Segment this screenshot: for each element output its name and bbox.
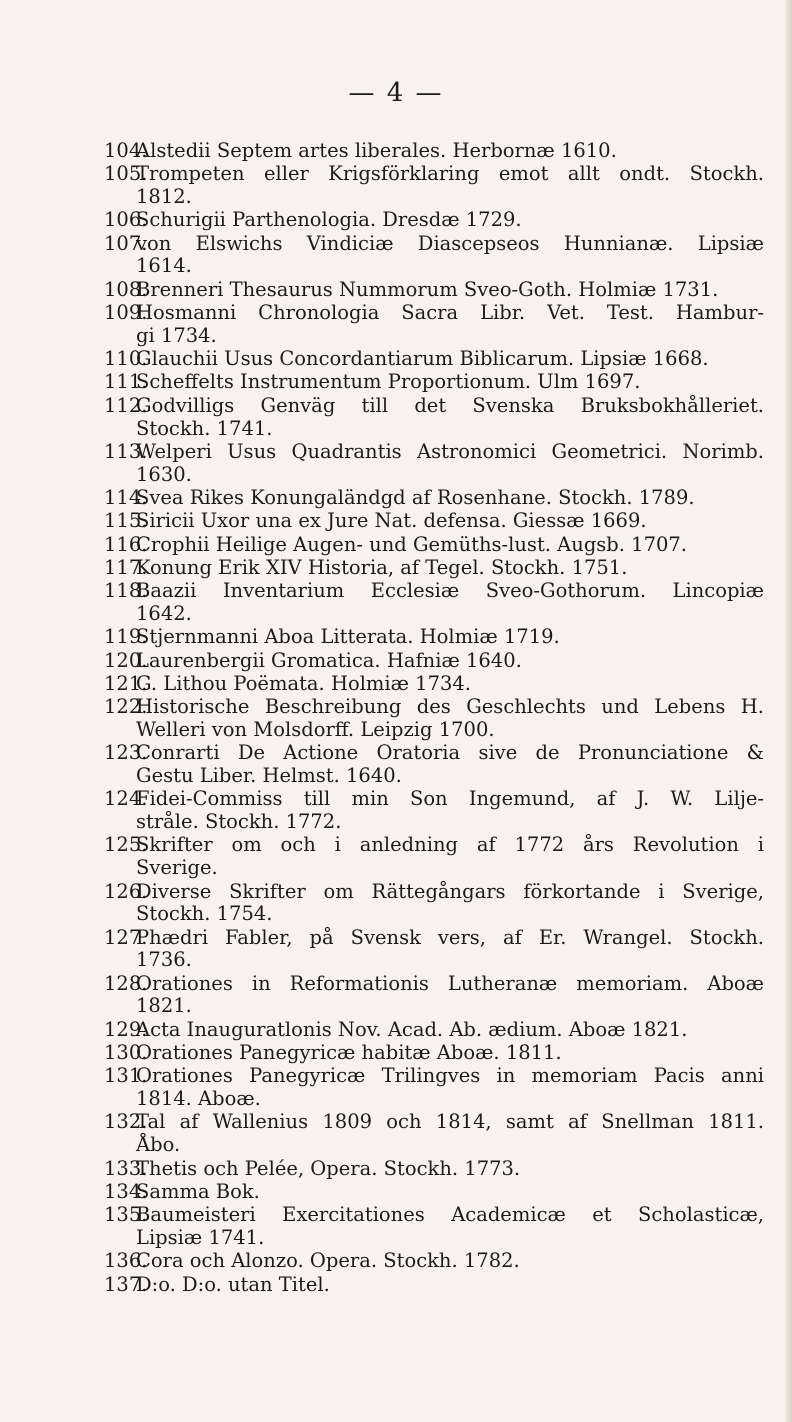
entry-text: [136, 302, 764, 348]
entry-line: 1814. Aboæ.: [136, 1087, 261, 1111]
entry-number: 131.: [104, 1064, 148, 1088]
entry-line: Skrifter om och i anledning af 1772 års Revolution i: [136, 833, 764, 857]
entry-number: 118.: [104, 579, 148, 603]
entry-number: 124.: [104, 787, 148, 811]
catalog-entry: [104, 881, 764, 927]
entry-number: 132.: [104, 1110, 148, 1134]
entry-number: 126.: [104, 879, 148, 903]
entry-line: D:o. D:o. utan Titel.: [136, 1272, 330, 1296]
entry-text: [136, 1158, 764, 1181]
entry-number: 122.: [104, 695, 148, 719]
entry-line: Orationes Panegyricæ habitæ Aboæ. 1811.: [136, 1041, 562, 1065]
entry-text: [136, 487, 764, 510]
entry-line: Baumeisteri Exercitationes Academicæ et Scholasticæ,: [136, 1203, 764, 1227]
catalog-entry: [104, 163, 764, 209]
catalog-entry: [104, 788, 764, 834]
entry-number: 104.: [104, 139, 148, 162]
catalog-entry: [104, 1065, 764, 1111]
entry-line: Crophii Heilige Augen- und Gemüths-lust. Augsb. 1707.: [136, 532, 688, 556]
entry-number: 116.: [104, 532, 148, 556]
entry-number: 113.: [104, 439, 148, 463]
entry-number: 120.: [104, 648, 148, 672]
entry-text: [136, 881, 764, 927]
entry-line: Acta Inauguratlonis Nov. Acad. Ab. ædium. Aboæ 1821.: [136, 1017, 688, 1041]
entry-line: Welperi Usus Quadrantis Astronomici Geometrici. Norimb.: [136, 439, 764, 463]
entry-number: 107.: [104, 231, 148, 255]
entry-text: [136, 834, 764, 880]
catalog-entry: [104, 973, 764, 1019]
catalog-entry: [104, 395, 764, 441]
catalog-entry: [104, 1181, 764, 1204]
catalog-entry: [104, 140, 764, 163]
catalog-entry: [104, 1019, 764, 1042]
entry-line: Alstedii Septem artes liberales. Herbornæ 1610.: [136, 139, 617, 162]
entry-line: Thetis och Pelée, Opera. Stockh. 1773.: [136, 1156, 521, 1180]
entry-line: Diverse Skrifter om Rättegångars förkortande i Sverige,: [136, 879, 764, 903]
catalog-entry: [104, 1204, 764, 1250]
entry-text: [136, 1111, 764, 1157]
entry-line: 1642.: [136, 601, 192, 625]
entry-number: 123.: [104, 741, 148, 765]
entry-line: Godvilligs Genväg till det Svenska Bruksbokhålleriet.: [136, 393, 764, 417]
entry-line: Lipsiæ 1741.: [136, 1225, 265, 1249]
entry-line: Konung Erik XIV Historia, af Tegel. Stockh. 1751.: [136, 555, 628, 579]
page-number: — 4 —: [348, 78, 444, 108]
entry-text: [136, 557, 764, 580]
entry-text: [136, 650, 764, 673]
entry-text: [136, 441, 764, 487]
entry-text: [136, 1019, 764, 1042]
catalog-entry: [104, 742, 764, 788]
catalog-entry: [104, 534, 764, 557]
catalog-entry: [104, 302, 764, 348]
entry-number: 130.: [104, 1041, 148, 1065]
entry-line: stråle. Stockh. 1772.: [136, 810, 342, 834]
entry-text: [136, 788, 764, 834]
catalog-entry: [104, 209, 764, 232]
catalog-entry: [104, 696, 764, 742]
entry-line: Tal af Wallenius 1809 och 1814, samt af Snellman 1811.: [136, 1110, 764, 1134]
entry-line: Welleri von Molsdorff. Leipzig 1700.: [136, 717, 495, 741]
entry-number: 114.: [104, 485, 148, 509]
entry-line: Laurenbergii Gromatica. Hafniæ 1640.: [136, 648, 522, 672]
entry-line: Phædri Fabler, på Svensk vers, af Er. Wrangel. Stockh.: [136, 925, 764, 949]
entry-line: gi 1734.: [136, 323, 217, 347]
entry-line: Brenneri Thesaurus Nummorum Sveo-Goth. Holmiæ 1731.: [136, 277, 719, 301]
entry-number: 129.: [104, 1017, 148, 1041]
entry-line: Stjernmanni Aboa Litterata. Holmiæ 1719.: [136, 625, 560, 649]
entry-line: Orationes Panegyricæ Trilingves in memoriam Pacis anni: [136, 1064, 764, 1088]
entry-line: Historische Beschreibung des Geschlechts und Lebens H.: [136, 695, 764, 719]
catalog-entry: [104, 650, 764, 673]
catalog-entry: [104, 1042, 764, 1065]
entry-number: 127.: [104, 925, 148, 949]
entry-number: 109.: [104, 301, 148, 325]
entry-text: [136, 1204, 764, 1250]
entry-line: Baazii Inventarium Ecclesiæ Sveo-Gothorum. Lincopiæ: [136, 579, 764, 603]
entry-number: 119.: [104, 625, 148, 649]
entry-line: 1630.: [136, 462, 192, 486]
entry-text: [136, 163, 764, 209]
entry-number: 117.: [104, 555, 148, 579]
entry-number: 115.: [104, 509, 148, 533]
catalog-entry: [104, 348, 764, 371]
catalog-entry: [104, 441, 764, 487]
entry-line: Sverige.: [136, 856, 218, 880]
entry-line: Siricii Uxor una ex Jure Nat. defensa. Giessæ 1669.: [136, 509, 647, 533]
catalog-entry: [104, 1274, 764, 1297]
entry-text: [136, 510, 764, 533]
entry-line: 1821.: [136, 994, 192, 1018]
entry-text: [136, 209, 764, 232]
entry-number: 137.: [104, 1272, 148, 1296]
entry-line: Orationes in Reformationis Lutheranæ memoriam. Aboæ: [136, 971, 764, 995]
entry-number: 135.: [104, 1203, 148, 1227]
page-edge: [786, 0, 792, 1422]
entry-number: 134.: [104, 1179, 148, 1203]
entry-line: 1736.: [136, 948, 192, 972]
entry-text: [136, 1181, 764, 1204]
catalog-entry: [104, 1158, 764, 1181]
catalog-entry: [104, 510, 764, 533]
entry-line: Trompeten eller Krigsförklaring emot allt ondt. Stockh.: [136, 162, 764, 186]
catalog-entry: [104, 834, 764, 880]
entry-number: 108.: [104, 277, 148, 301]
entry-text: [136, 580, 764, 626]
entry-number: 128.: [104, 971, 148, 995]
entry-text: [136, 1274, 764, 1297]
catalog-entry: [104, 927, 764, 973]
entry-line: G. Lithou Poëmata. Holmiæ 1734.: [136, 671, 472, 695]
catalog-entry: [104, 626, 764, 649]
entry-line: Fidei-Commiss till min Son Ingemund, af J. W. Lilje-: [136, 787, 764, 811]
entry-line: Åbo.: [136, 1133, 181, 1157]
catalog-entry: [104, 233, 764, 279]
entry-text: [136, 1065, 764, 1111]
entry-text: [136, 927, 764, 973]
entry-line: Cora och Alonzo. Opera. Stockh. 1782.: [136, 1249, 520, 1273]
entry-line: Scheffelts Instrumentum Proportionum. Ulm 1697.: [136, 370, 641, 394]
entry-text: [136, 973, 764, 1019]
catalog-entry: [104, 487, 764, 510]
catalog-entry: [104, 580, 764, 626]
entry-text: [136, 696, 764, 742]
entry-line: Hosmanni Chronologia Sacra Libr. Vet. Test. Hambur-: [136, 301, 764, 325]
entry-text: [136, 348, 764, 371]
entry-text: [136, 371, 764, 394]
catalog-entry: [104, 673, 764, 696]
catalog-entry: [104, 371, 764, 394]
catalog-entry: [104, 1250, 764, 1273]
entry-line: 1812.: [136, 185, 192, 209]
entry-text: [136, 395, 764, 441]
entry-text: [136, 1250, 764, 1273]
entry-line: 1614.: [136, 254, 192, 278]
entry-line: Stockh. 1754.: [136, 902, 273, 926]
entry-text: [136, 626, 764, 649]
entry-text: [136, 233, 764, 279]
entry-text: [136, 140, 764, 163]
entry-text: [136, 673, 764, 696]
entry-number: 136.: [104, 1249, 148, 1273]
catalog-entry: [104, 1111, 764, 1157]
entry-line: Schurigii Parthenologia. Dresdæ 1729.: [136, 208, 522, 232]
entry-number: 111.: [104, 370, 148, 394]
catalog-entry: [104, 279, 764, 302]
entry-text: [136, 279, 764, 302]
entry-number: 112.: [104, 393, 148, 417]
entry-number: 125.: [104, 833, 148, 857]
entry-line: Svea Rikes Konungaländgd af Rosenhane. Stockh. 1789.: [136, 485, 695, 509]
entry-number: 110.: [104, 347, 148, 371]
entry-line: Gestu Liber. Helmst. 1640.: [136, 764, 402, 788]
catalog-entry-list: [104, 140, 764, 1297]
entry-number: 133.: [104, 1156, 148, 1180]
entry-line: von Elswichs Vindiciæ Diascepseos Hunnianæ. Lipsiæ: [136, 231, 764, 255]
entry-text: [136, 1042, 764, 1065]
entry-line: Stockh. 1741.: [136, 416, 273, 440]
catalog-entry: [104, 557, 764, 580]
entry-number: 106.: [104, 208, 148, 232]
entry-number: 121.: [104, 671, 148, 695]
entry-line: Conrarti De Actione Oratoria sive de Pronunciatione &: [136, 741, 764, 765]
entry-text: [136, 742, 764, 788]
entry-line: Glauchii Usus Concordantiarum Biblicarum. Lipsiæ 1668.: [136, 347, 709, 371]
entry-number: 105.: [104, 162, 148, 186]
entry-line: Samma Bok.: [136, 1179, 260, 1203]
entry-text: [136, 534, 764, 557]
